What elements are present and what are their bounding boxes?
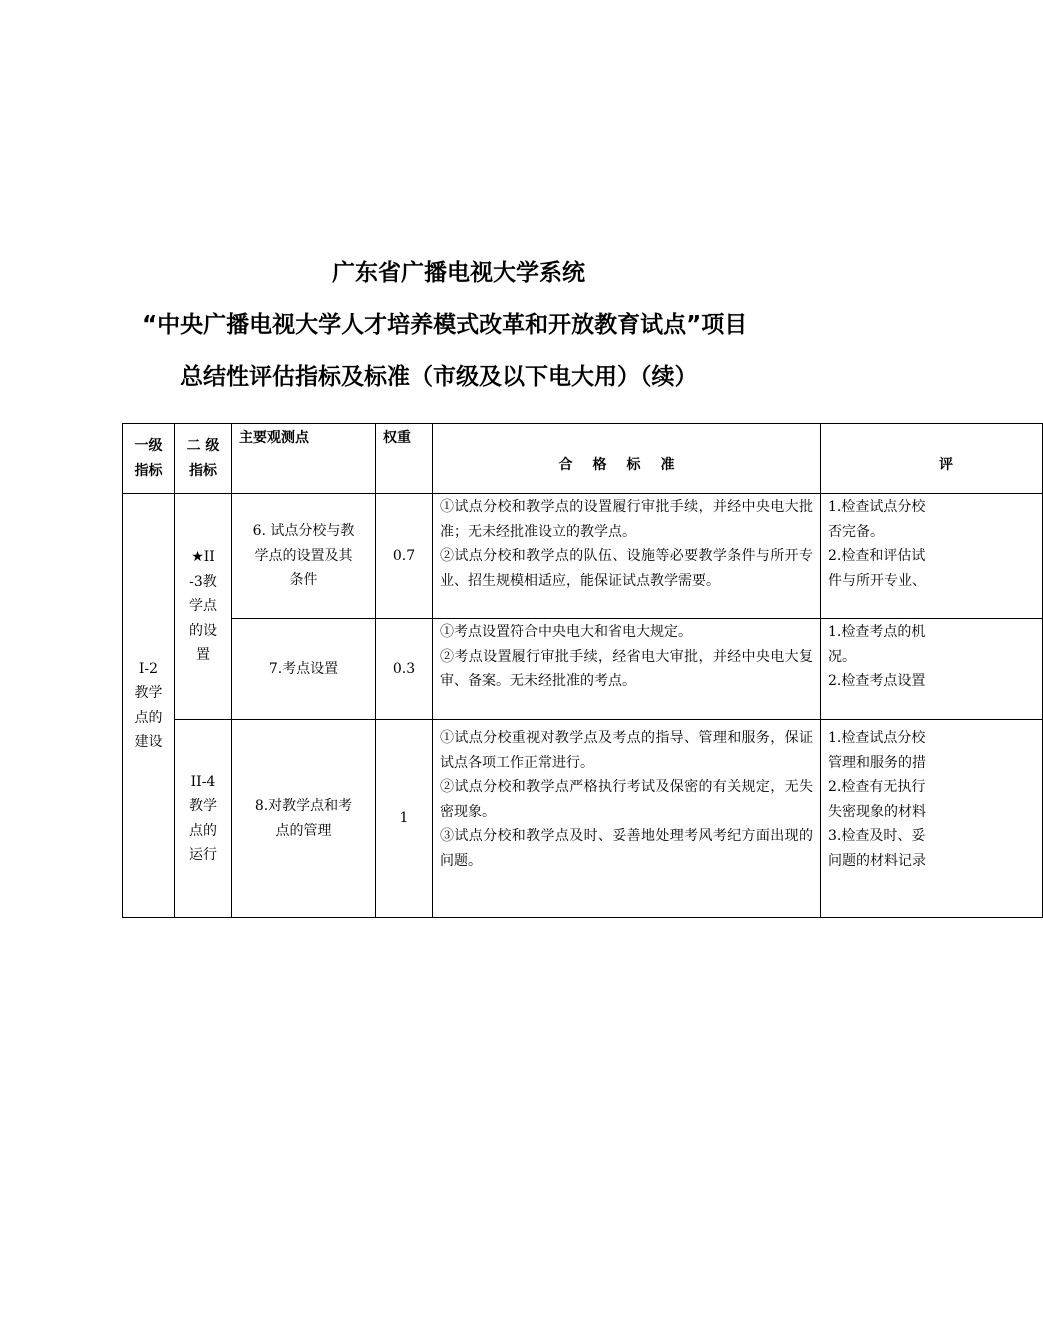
document-title: 广东省广播电视大学系统 xyxy=(332,260,585,286)
evaluation-cell: 1.检查考点的机 况。 2.检查考点设置 xyxy=(821,619,1043,720)
observation-point-cell: 7.考点设置 xyxy=(232,619,376,720)
level2-cell: II-4 教学 点的 运行 xyxy=(175,720,232,918)
table-row xyxy=(123,619,1043,720)
observation-point-cell: 6. 试点分校与教 学点的设置及其 条件 xyxy=(232,494,376,619)
header-level2: 二 级 指标 xyxy=(175,424,232,494)
weight-cell: 0.7 xyxy=(376,494,433,619)
header-evaluation: 评 xyxy=(821,424,1043,494)
standard-cell: ①考点设置符合中央电大和省电大规定。 ②考点设置履行审批手续，经省电大审批，并经中央电大复审、备案。无未经批准的考点。 xyxy=(433,619,821,720)
level1-cell: I-2 教学 点的 建设 xyxy=(123,494,175,918)
evaluation-cell: 1.检查试点分校 否完备。 2.检查和评估试 件与所开专业、 xyxy=(821,494,1043,619)
header-observation-point: 主要观测点 xyxy=(232,424,376,494)
table-header-row xyxy=(123,424,1043,494)
weight-cell: 0.3 xyxy=(376,619,433,720)
observation-point-cell: 8.对教学点和考 点的管理 xyxy=(232,720,376,918)
standard-cell: ①试点分校重视对教学点及考点的指导、管理和服务，保证试点各项工作正常进行。 ②试点分校和教学点严格执行考试及保密的有关规定，无失密现象。 ③试点分校和教学点及时、妥善地处理考风考纪方面出现的问题。 xyxy=(433,720,821,918)
standard-cell: ①试点分校和教学点的设置履行审批手续，并经中央电大批准；无未经批准设立的教学点。 ②试点分校和教学点的队伍、设施等必要教学条件与所开专业、招生规模相适应，能保证试点教学需要。 xyxy=(433,494,821,619)
table-row xyxy=(123,720,1043,918)
evaluation-table xyxy=(122,423,1043,918)
level2-cell: ★II -3教 学点 的设 置 xyxy=(175,494,232,720)
evaluation-cell: 1.检查试点分校 管理和服务的措 2.检查有无执行 失密现象的材料 3.检查及时、妥 问题的材料记录 xyxy=(821,720,1043,918)
evaluation-table-frame xyxy=(122,423,953,904)
table-row xyxy=(123,494,1043,619)
header-level1: 一级 指标 xyxy=(123,424,175,494)
header-weight: 权重 xyxy=(376,424,433,494)
weight-cell: 1 xyxy=(376,720,433,918)
document-subtitle-2: 总结性评估指标及标准（市级及以下电大用）（续） xyxy=(180,364,698,390)
document-subtitle: “中央广播电视大学人才培养模式改革和开放教育试点”项目 xyxy=(142,312,748,338)
header-standard: 合格标准 xyxy=(433,424,821,494)
